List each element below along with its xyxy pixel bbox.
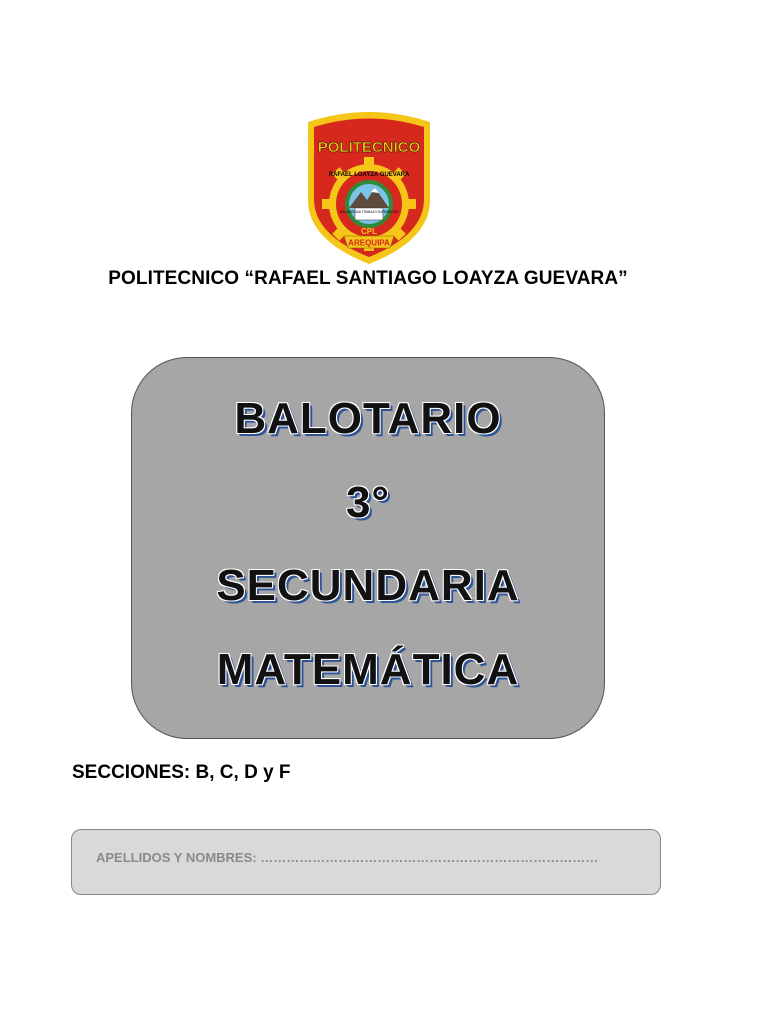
- crest-motto: SOLIDARIDAD TRABAJO SUPERACION: [339, 210, 399, 214]
- student-name-box: [71, 829, 661, 895]
- title-box: [131, 357, 605, 739]
- title-grade: 3°: [345, 478, 391, 527]
- title-subject: MATEMÁTICA: [216, 645, 520, 694]
- student-name-field: APELLIDOS Y NOMBRES: ……………………………………………………………………: [96, 850, 599, 865]
- title-balotario: BALOTARIO: [234, 394, 502, 443]
- sections-label: SECCIONES: B, C, D y F: [72, 762, 291, 783]
- title-level: SECUNDARIA: [216, 561, 520, 610]
- crest-city: AREQUIPA: [348, 238, 390, 248]
- school-crest-logo: [304, 108, 434, 266]
- school-name-heading: POLITECNICO “RAFAEL SANTIAGO LOAYZA GUEVARA”: [108, 268, 628, 289]
- crest-ring-text: RAFAEL LOAYZA GUEVARA: [328, 172, 410, 178]
- crest-initials: CPL: [361, 227, 377, 236]
- crest-top-text: POLITECNICO: [317, 139, 421, 156]
